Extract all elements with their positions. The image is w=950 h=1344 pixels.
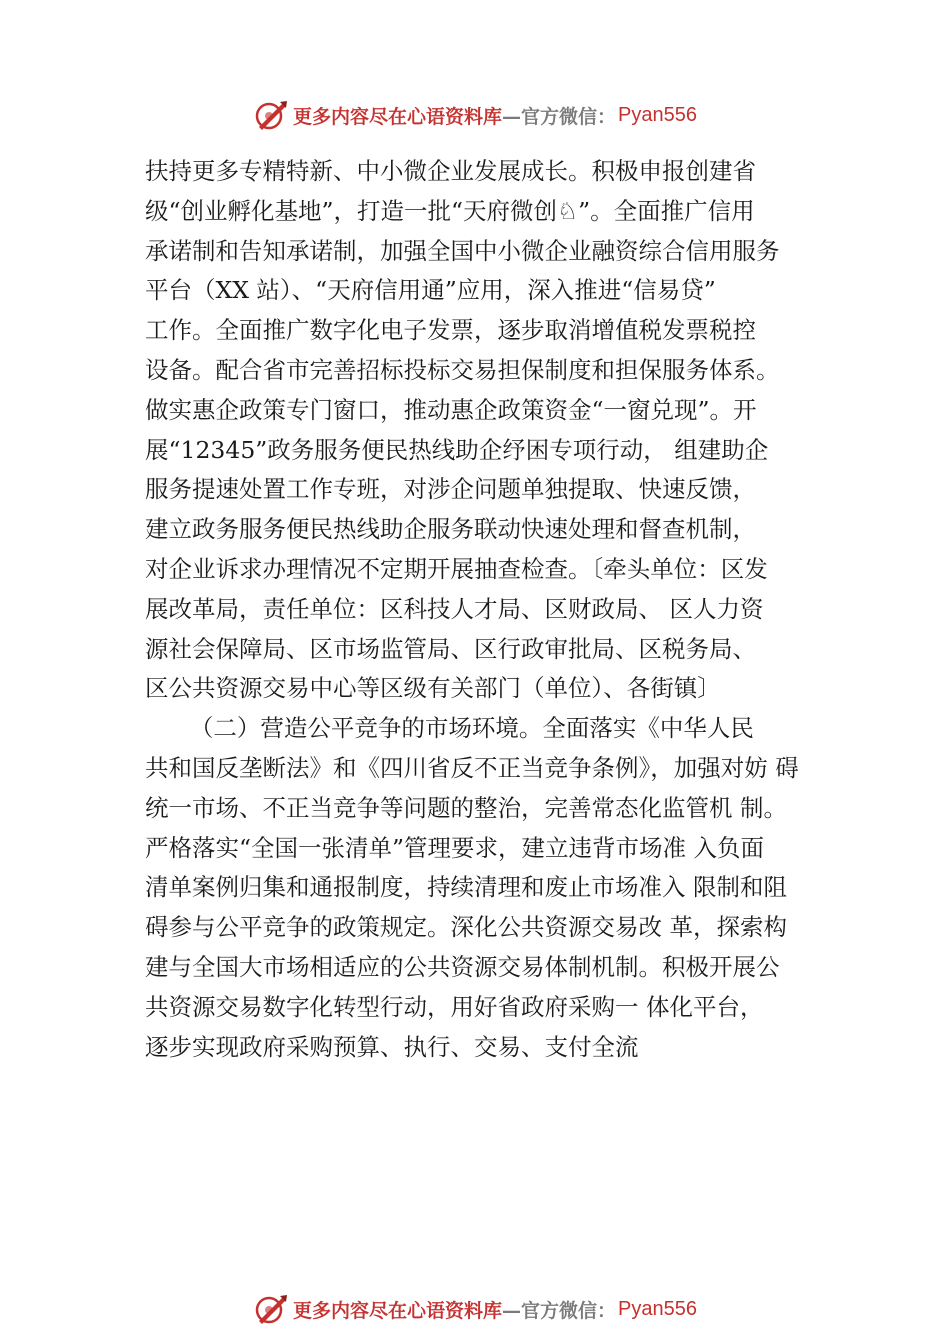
text-line: 做实惠企政策专门窗口，推动惠企政策资金“一窗兑现”。开: [145, 395, 757, 424]
text-line: 统一市场、不正当竞争等问题的整治，完善常态化监管机 制。: [145, 793, 787, 822]
pen-logo-icon: [253, 97, 289, 133]
text-line: 碍参与公平竞争的政策规定。深化公共资源交易改 革，探索构: [145, 913, 787, 942]
text-line: 级“创业孵化基地”，打造一批“天府微创♘”。全面推广信用: [145, 196, 755, 225]
text-line: 区公共资源交易中心等区级有关部门（单位）、各街镇〕: [145, 674, 721, 703]
watermark-wechat-id: Pyan556: [618, 1297, 697, 1320]
watermark-wechat-label: —官方微信：: [502, 105, 617, 128]
text-line: 清单案例归集和通报制度，持续清理和废止市场准入 限制和阻: [145, 873, 787, 902]
watermark-site-name: 更多内容尽在心语资料库: [293, 105, 503, 128]
watermark-wechat-label: —官方微信：: [502, 1299, 617, 1322]
text-line: 展“12345”政务服务便民热线助企纾困专项行动， 组建助企: [145, 435, 769, 464]
text-line: 扶持更多专精特新、中小微企业发展成长。积极申报创建省: [145, 157, 756, 185]
text-line: 服务提速处置工作专班，对涉企问题单独提取、快速反馈，: [145, 475, 756, 504]
text-line: 共和国反垄断法》和《四川省反不正当竞争条例》，加强对妨 碍: [145, 753, 799, 782]
text-line: 工作。全面推广数字化电子发票，逐步取消增值税发票税控: [145, 316, 756, 345]
section-heading-line: （二）营造公平竞争的市场环境。全面落实《中华人民: [145, 714, 754, 743]
footer-watermark: [0, 1289, 950, 1329]
header-watermark: [0, 95, 950, 135]
text-line: 对企业诉求办理情况不定期开展抽查检查。〔牵头单位：区发: [145, 554, 768, 583]
watermark-site-name: 更多内容尽在心语资料库: [293, 1299, 503, 1322]
pen-logo-icon: [253, 1291, 289, 1327]
text-line: 承诺制和告知承诺制，加强全国中小微企业融资综合信用服务: [145, 236, 780, 265]
text-line: 建立政务服务便民热线助企服务联动快速处理和督查机制，: [145, 515, 756, 544]
text-line: 共资源交易数字化转型行动，用好省政府采购一 体化平台，: [145, 992, 764, 1021]
watermark-wechat-id: Pyan556: [618, 103, 697, 126]
text-line: 设备。配合省市完善招标投标交易担保制度和担保服务体系。: [145, 355, 780, 384]
document-body: [145, 152, 835, 1067]
text-line: 源社会保障局、区市场监管局、区行政审批局、区税务局、: [145, 634, 756, 663]
text-line: 展改革局，责任单位：区科技人才局、区财政局、 区人力资: [145, 594, 764, 623]
text-line: 严格落实“全国一张清单”管理要求，建立违背市场准 入负面: [145, 833, 764, 862]
text-line: 建与全国大市场相适应的公共资源交易体制机制。积极开展公: [145, 952, 780, 981]
text-line: 逐步实现政府采购预算、执行、交易、支付全流: [145, 1032, 639, 1061]
text-line: 平台（XX 站）、“天府信用通”应用，深入推进“信易贷”: [145, 276, 716, 305]
